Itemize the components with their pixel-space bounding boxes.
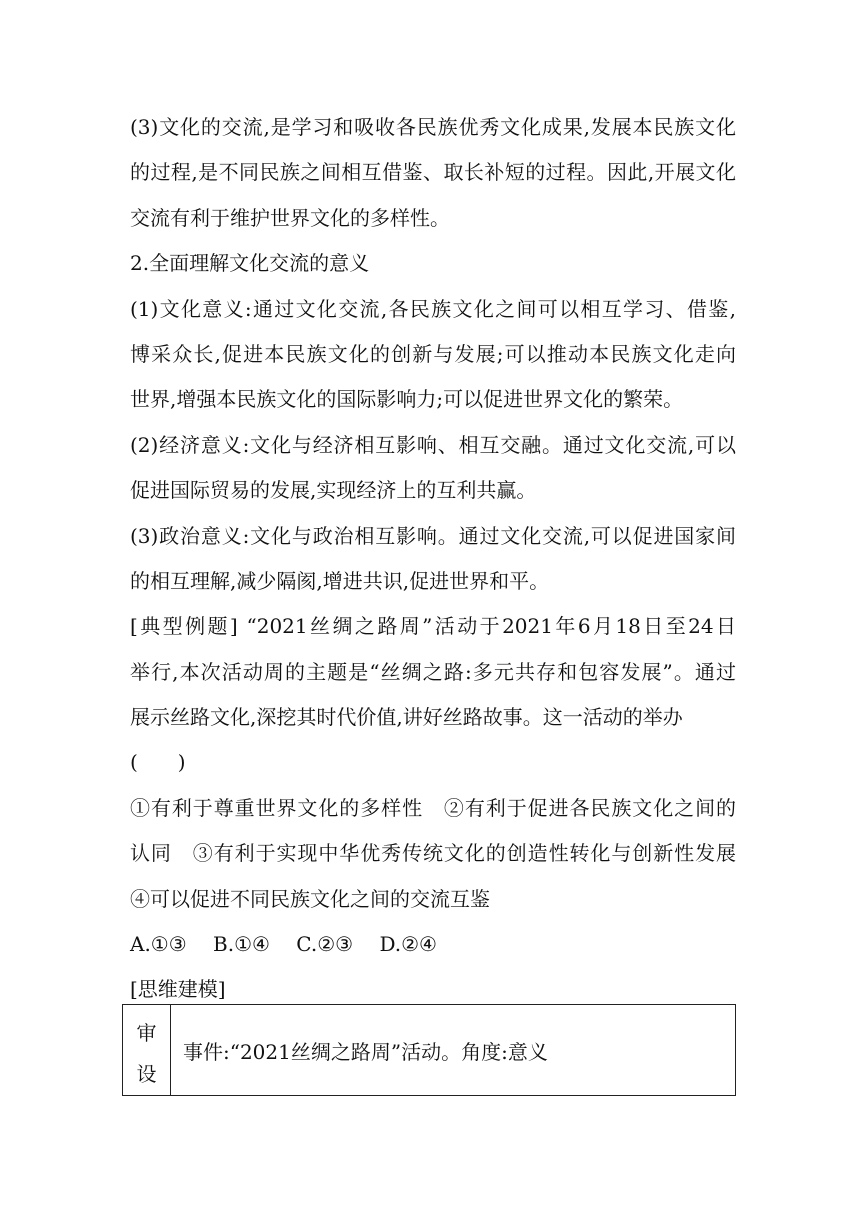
answer-options: A.①③ B.①④ C.②③ D.②④ [130, 932, 437, 957]
paragraph-line: 促进国际贸易的发展,实现经济上的互利共赢。 [130, 478, 537, 503]
example-line: [典型例题] “2021丝绸之路周”活动于2021年6月18日至24日 [130, 614, 736, 639]
paragraph-line: (3)文化的交流,是学习和吸收各民族优秀文化成果,发展本民族文化 [130, 115, 736, 139]
header-char: 设 [136, 1062, 157, 1086]
section-heading: 2.全面理解文化交流的意义 [130, 251, 370, 276]
paragraph-line: 世界,增强本民族文化的国际影响力;可以促进世界文化的繁荣。 [130, 387, 684, 412]
statement-line: ④可以促进不同民族文化之间的交流互鉴 [130, 886, 490, 911]
example-line: 展示丝路文化,深挖其时代价值,讲好丝路故事。这一活动的举办 [130, 705, 683, 730]
paragraph-line: (1)文化意义:通过文化交流,各民族文化之间可以相互学习、借鉴, [130, 296, 736, 321]
paragraph-line: (3)政治意义:文化与政治相互影响。通过文化交流,可以促进国家间 [130, 523, 736, 548]
paragraph-line: 的相互理解,减少隔阂,增进共识,促进世界和平。 [130, 568, 550, 593]
paragraph-line: (2)经济意义:文化与经济相互影响、相互交融。通过文化交流,可以 [130, 432, 736, 457]
table-content-cell: 事件:“2021丝绸之路周”活动。角度:意义 [183, 1039, 548, 1064]
statement-line: 认同 ③有利于实现中华优秀传统文化的创造性转化与创新性发展 [130, 841, 736, 866]
document-body [130, 105, 736, 1013]
paragraph-line: 交流有利于维护世界文化的多样性。 [130, 205, 450, 230]
header-char: 审 [136, 1021, 157, 1045]
analysis-table [122, 1004, 736, 1096]
table-header-cell [123, 1005, 171, 1095]
paragraph-line: 的过程,是不同民族之间相互借鉴、取长补短的过程。因此,开展文化 [130, 160, 736, 185]
paragraph-line: 博采众长,促进本民族文化的创新与发展;可以推动本民族文化走向 [130, 341, 736, 366]
model-heading: [思维建模] [130, 977, 226, 1002]
example-line: 举行,本次活动周的主题是“丝绸之路:多元共存和包容发展”。通过 [130, 659, 736, 684]
answer-blank: ( ) [130, 750, 186, 775]
statement-line: ①有利于尊重世界文化的多样性 ②有利于促进各民族文化之间的 [130, 795, 736, 820]
